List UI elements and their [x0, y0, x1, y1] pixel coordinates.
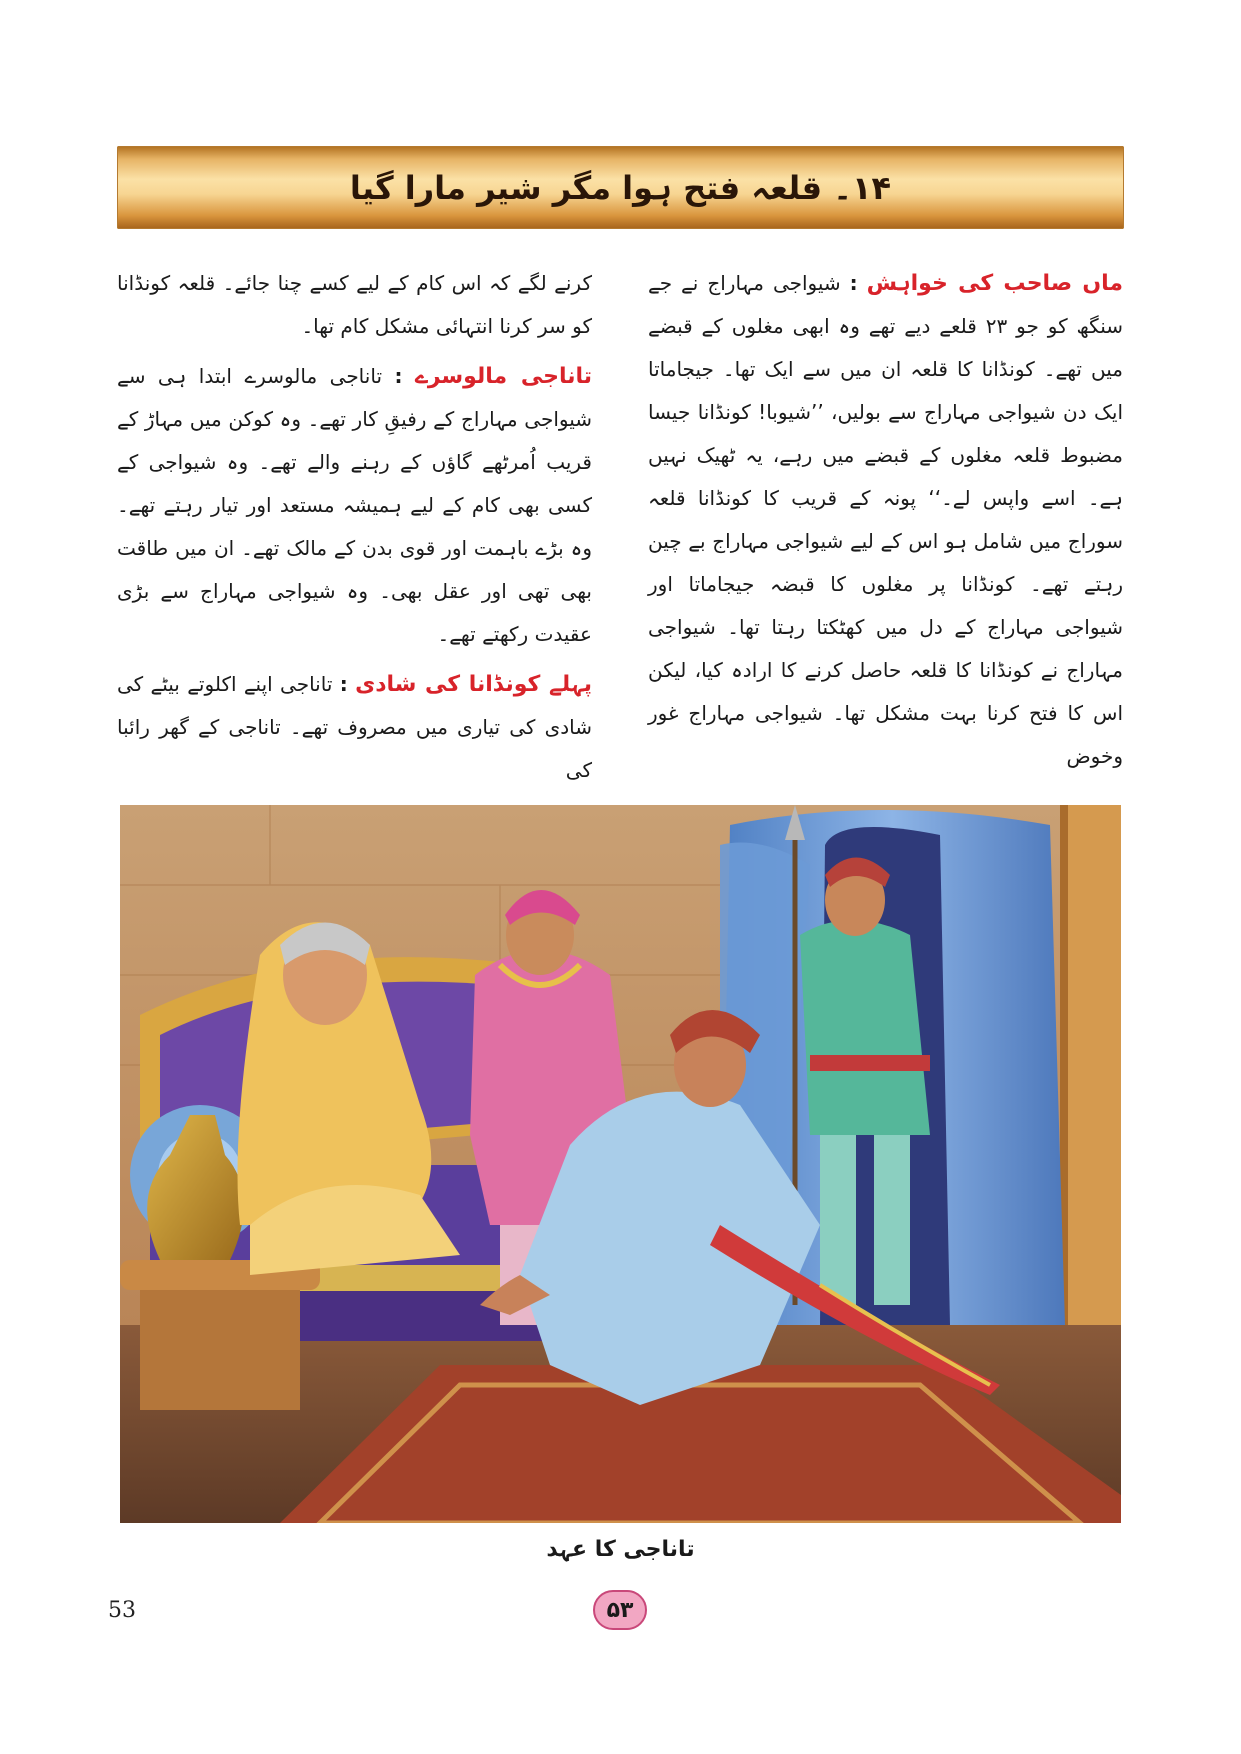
illustration-caption: تاناجی کا عہد: [546, 1537, 695, 1562]
page-number: 53: [108, 1598, 136, 1623]
paragraph-text: شیواجی مہاراج نے جے سنگھ کو جو ۲۳ قلعے دیے تھے وہ ابھی مغلوں کے قبضے میں تھے۔ کونڈانا کا قلعہ ان میں سے ایک تھا۔ جیجاماتا ایک دن شیواجی مہاراج سے بولیں، ’’شیوبا! کونڈانا جیسا مضبوط قلعہ مغلوں کے قبضے میں رہے، یہ ٹھیک نہیں ہے۔ اسے واپس لے۔‘‘ پونہ کے قریب کا کونڈانا قلعہ سوراج میں شامل ہو اس کے لیے شیواجی مہاراج بے چین رہتے تھے۔ کونڈانا پر مغلوں کا قبضہ جیجاماتا اور شیواجی مہاراج کے دل میں کھٹکتا رہتا تھا۔ شیواجی مہاراج نے کونڈانا کا قلعہ حاصل کرنے کا ارادہ کیا، لیکن اس کا فتح کرنا بہت مشکل تھا۔ شیواجی مہاراج غور وخوض: [648, 271, 1123, 768]
heading-separator: :: [339, 672, 348, 696]
text-column-left: [117, 262, 592, 799]
page-number-badge: ۵۳: [593, 1590, 647, 1630]
section-heading-kondana-wedding: پہلے کونڈانا کی شادی: [355, 672, 592, 697]
paragraph-text: تاناجی مالوسرے ابتدا ہی سے شیواجی مہاراج کے رفیقِ کار تھے۔ وہ کوکن میں مہاڑ کے قریب اُمرٹھے گاؤں کے رہنے والے تھے۔ وہ شیواجی کے کسی بھی کام کے لیے ہمیشہ مستعد اور تیار رہتے تھے۔ وہ بڑے باہمت اور قوی بدن کے مالک تھے۔ ان میں طاقت بھی تھی اور عقل بھی۔ وہ شیواجی مہاراج سے بڑی عقیدت رکھتے تھے۔: [117, 364, 592, 646]
text-column-right: [648, 262, 1123, 785]
paragraph-tanaji-malusare: [117, 355, 592, 656]
section-heading-maa-sahab: ماں صاحب کی خواہش: [866, 271, 1124, 296]
paragraph-kondana-wedding: [117, 663, 592, 792]
story-illustration: [120, 805, 1121, 1523]
chapter-title-banner: [117, 146, 1124, 229]
chapter-title: ۱۴۔ قلعہ فتح ہوا مگر شیر مارا گیا: [349, 168, 892, 207]
pillar: [1065, 805, 1121, 1325]
paragraph-maa-sahab: [648, 262, 1123, 778]
heading-separator: :: [394, 364, 403, 388]
paragraph-continuation: کرنے لگے کہ اس کام کے لیے کسے چنا جائے۔ قلعہ کونڈانا کو سر کرنا انتہائی مشکل کام تھا۔: [117, 271, 592, 338]
paragraph-text: تاناجی اپنے اکلوتے بیٹے کی شادی کی تیاری میں مصروف تھے۔ تاناجی کے گھر رائبا کی: [117, 672, 592, 782]
heading-separator: :: [849, 271, 858, 295]
section-heading-tanaji-malusare: تاناجی مالوسرے: [414, 364, 593, 389]
